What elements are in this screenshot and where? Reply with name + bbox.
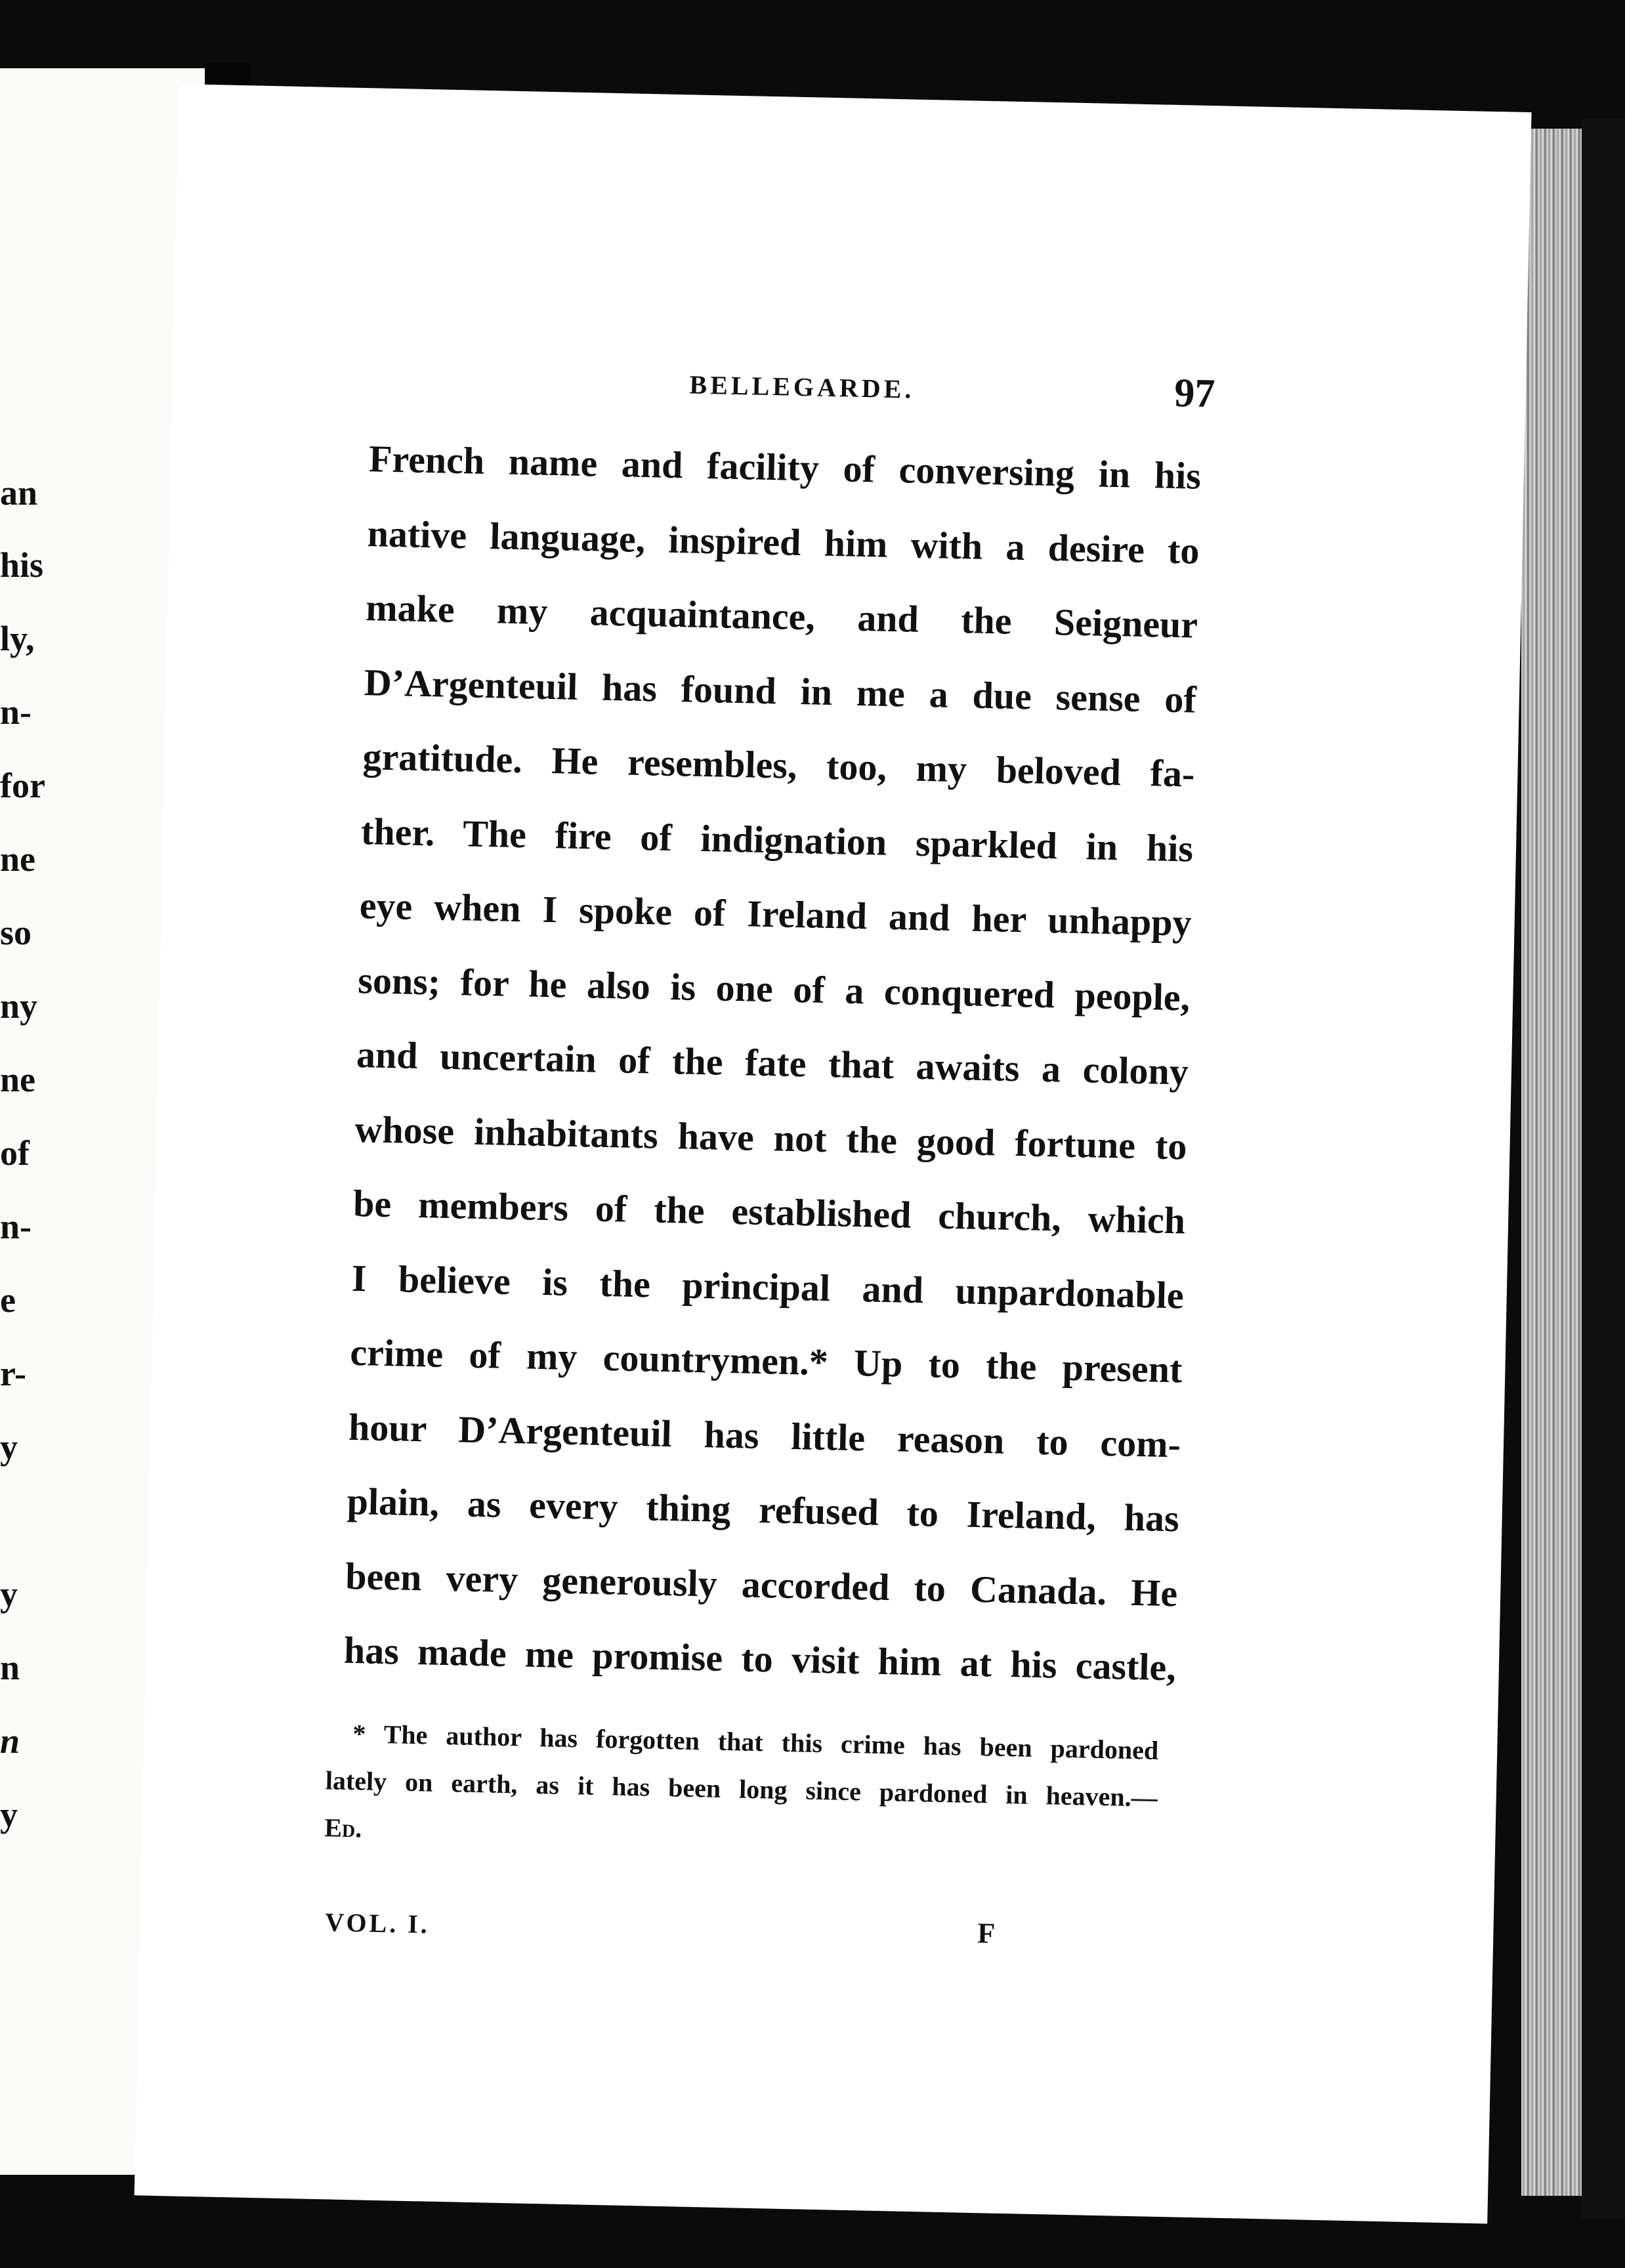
text-line: gratitude. He resembles, too, my beloved fa-: [362, 735, 1196, 795]
body-text: [343, 421, 1202, 1705]
left-page-fragment: so: [0, 913, 32, 952]
footnote-line: Ed.: [324, 1813, 362, 1843]
left-page-fragment: n: [0, 1721, 20, 1761]
page-number: 97: [1173, 370, 1216, 417]
left-page-fragment: ne: [0, 1060, 35, 1099]
volume-signature: VOL. I.: [324, 1907, 431, 1939]
left-page-fragment: for: [0, 766, 45, 805]
left-page-fragment: y: [0, 1427, 18, 1467]
text-line: been very generously accorded to Canada. He: [345, 1554, 1178, 1614]
running-title: BELLEGARDE.: [689, 369, 915, 404]
text-line: crime of my countrymen.* Up to the present: [349, 1330, 1183, 1391]
left-page-fragment: his: [0, 545, 44, 585]
left-page-fragment: of: [0, 1133, 30, 1173]
text-line: native language, inspired him with a desire to: [367, 511, 1200, 572]
text-line: and uncertain of the fate that awaits a colony: [356, 1033, 1189, 1093]
left-page-fragment: n-: [0, 1207, 32, 1246]
left-page-fragment: r-: [0, 1354, 26, 1393]
left-page-fragment: ny: [0, 986, 38, 1026]
page-edge-shadow: [1582, 118, 1625, 2218]
left-page-fragment: e: [0, 1280, 16, 1320]
left-page-fragment: ly,: [0, 619, 35, 658]
left-page-fragment: an: [0, 473, 38, 513]
left-page-fragment: ne: [0, 839, 35, 879]
left-page-fragment: y: [0, 1574, 18, 1614]
footnote: [324, 1710, 1159, 1869]
text-line: hour D’Argenteuil has little reason to com-: [348, 1405, 1181, 1465]
text-line: has made me promise to visit him at his castle,: [343, 1628, 1177, 1689]
text-line: I believe is the principal and unpardonable: [351, 1256, 1185, 1316]
text-line: whose inhabitants have not the good fortune to: [354, 1107, 1188, 1168]
text-line: be members of the established church, which: [352, 1181, 1186, 1242]
signature-mark: F: [977, 1917, 996, 1950]
text-line: eye when I spoke of Ireland and her unhappy: [359, 884, 1192, 944]
text-line: French name and facility of conversing in his: [368, 437, 1202, 497]
text-line: D’Argenteuil has found in me a due sense of: [364, 660, 1197, 721]
text-line: ther. The fire of indignation sparkled in his: [360, 809, 1194, 870]
text-line: make my acquaintance, and the Seigneur: [365, 586, 1198, 646]
text-line: sons; for he also is one of a conquered people,: [357, 958, 1191, 1019]
footnote-line: * The author has forgotten that this crime has been pardoned: [352, 1719, 1159, 1765]
running-head: [172, 358, 1526, 426]
left-page-fragment: n-: [0, 692, 32, 732]
footnote-line: lately on earth, as it has been long since pardoned in heaven.—: [325, 1765, 1158, 1813]
book-page: [135, 84, 1532, 2223]
text-line: plain, as every thing refused to Ireland, has: [347, 1479, 1180, 1540]
left-page-fragment: n: [0, 1648, 20, 1687]
left-page-fragment: y: [0, 1795, 18, 1834]
